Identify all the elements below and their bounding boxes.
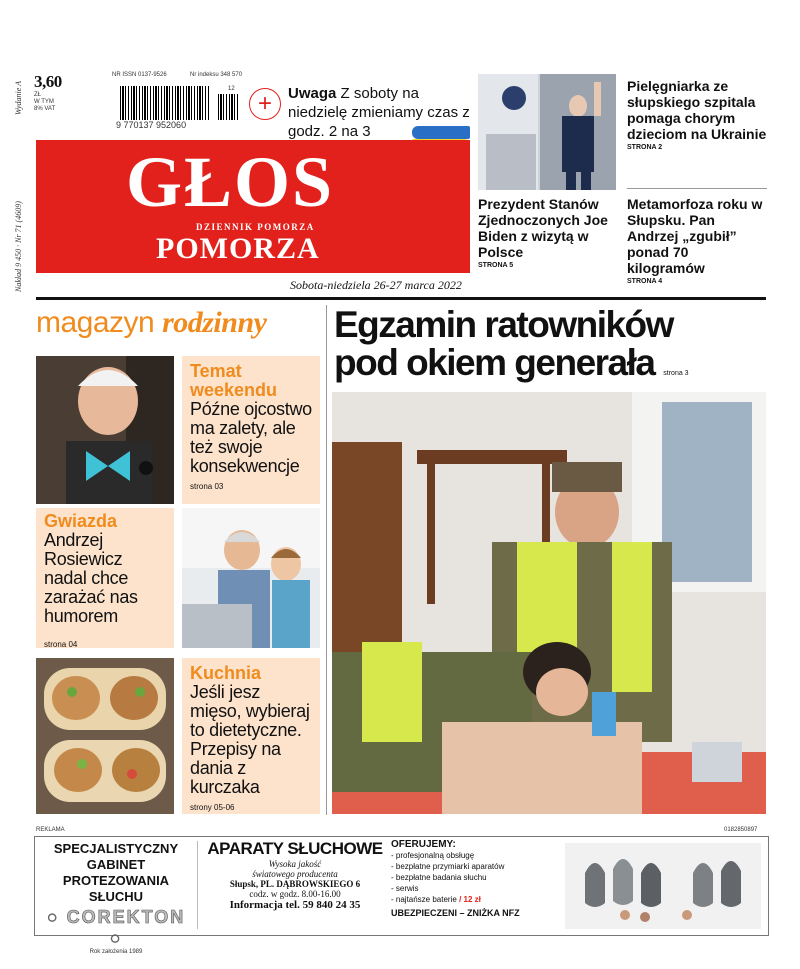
index-label: Nr indeksu 348 570 — [190, 72, 243, 78]
teaser-kicker: Kuchnia — [190, 663, 262, 683]
ad-founded: Rok założenia 1989 — [89, 949, 143, 955]
price-value: 3,60 — [34, 72, 62, 91]
main-photo-art — [332, 392, 766, 814]
price-vat-rate: 8% VAT — [34, 106, 56, 112]
hearing-aids-image — [565, 843, 761, 929]
teaser-kitchen[interactable] — [182, 658, 320, 814]
ad-frame — [34, 836, 769, 955]
ad-offer-item: - najtańsze baterie / 12 zł — [391, 895, 481, 904]
issn-label: NR ISSN 0137-9526 — [112, 72, 167, 78]
barcode-number: 9 770137 952060 — [116, 120, 187, 130]
teaser-weekend[interactable] — [182, 356, 320, 504]
top-story-page: STRONA 4 — [627, 278, 663, 285]
ad-offer[interactable] — [391, 839, 571, 919]
masthead — [36, 140, 470, 273]
teaser-page: strona 03 — [190, 482, 224, 491]
rosiewicz-photo[interactable] — [36, 356, 174, 504]
magazine-title-a: magazyn — [36, 306, 155, 339]
ad-brand: ○ COREKTON ○ — [46, 907, 186, 948]
teaser-text: Późne ojcostwo ma zalety, ale też swoje konsekwencje — [190, 399, 312, 476]
ad-address: Słupsk, PL. DĄBROWSKIEGO 6 — [229, 879, 361, 889]
teaser-page: strony 05-06 — [190, 803, 235, 812]
main-photo[interactable] — [332, 392, 766, 814]
ad-phone: Informacja tel. 59 840 24 35 — [229, 899, 361, 911]
ad-clinic-name: SPECJALISTYCZNY GABINET PROTEZOWANIA SŁUCHU — [53, 841, 179, 904]
circulation-label: Nakład 9 450 · Nr 71 (4609) — [14, 201, 23, 292]
ad-hearing[interactable] — [203, 839, 387, 911]
masthead-title-second: POMORZA — [156, 232, 320, 265]
ad-battery-price: / 12 zł — [459, 895, 481, 904]
ad-hours: codz. w godz. 8.00-16.00 — [249, 889, 341, 899]
section-rule — [36, 297, 766, 300]
rosiewicz-photo-art — [36, 356, 174, 504]
plus-icon: + — [257, 90, 272, 117]
masthead-title: GŁOS — [126, 142, 335, 222]
price-currency: ZŁ — [34, 92, 42, 98]
top-story-metamorphosis[interactable] — [627, 196, 767, 285]
top-story-headline: Prezydent Stanów Zjednoczonych Joe Biden z wizytą w Polsce — [478, 196, 608, 260]
main-headline-line1: Egzamin ratowników — [334, 304, 673, 345]
teaser-text: Andrzej Rosiewicz nadal chce zarażać nas humorem — [44, 530, 138, 626]
magazine-title — [36, 306, 266, 340]
issue-number: 12 — [228, 86, 235, 92]
price-box — [34, 72, 106, 113]
price-vat: W TYM — [34, 99, 54, 105]
edition-label: Wydanie A — [14, 81, 23, 115]
top-story-biden[interactable] — [478, 196, 613, 269]
hearing-aid-icon — [565, 843, 761, 929]
teaser-kicker: Temat weekendu — [190, 361, 278, 400]
masthead-subtitle: DZIENNIK POMORZA — [196, 222, 315, 232]
issue-date: Sobota-niedziela 26-27 marca 2022 — [290, 278, 462, 292]
main-story-page: strona 3 — [663, 370, 689, 377]
notice-icon — [249, 88, 281, 120]
top-story-headline: Pielęgniarka ze słupskiego szpitala pomaga chorym dzieciom na Ukrainie — [627, 78, 767, 142]
wraps-photo[interactable] — [36, 658, 174, 814]
barcode — [120, 86, 210, 120]
biden-photo-art — [478, 74, 616, 190]
ad-title: APARATY SŁUCHOWE — [207, 839, 383, 858]
ad-offer-item: - profesjonalną obsługę — [391, 851, 475, 860]
father-son-photo-art — [182, 508, 320, 648]
biden-photo[interactable] — [478, 74, 616, 190]
ad-offer-title: OFERUJEMY: — [391, 839, 456, 850]
notice-body: Z soboty na niedzielę zmieniamy czas z godz. 2 na 3 — [288, 85, 470, 140]
top-story-nurse[interactable] — [627, 78, 767, 151]
ad-clinic[interactable] — [41, 841, 191, 956]
ad-subtitle1: Wysoka jakość — [268, 859, 322, 869]
teaser-page: strona 04 — [44, 640, 78, 649]
main-headline-line2: pod okiem generała strona 3 — [334, 342, 689, 383]
ad-code: 0182850897 — [724, 827, 758, 833]
top-stories-divider — [627, 188, 767, 189]
top-story-page: STRONA 2 — [627, 144, 663, 151]
teaser-text: Jeśli jesz mięso, wybieraj to dietetyczne. Przepisy na dania z kurczaka — [190, 682, 310, 797]
notice-label: Uwaga — [288, 85, 337, 102]
wraps-photo-art — [36, 658, 174, 814]
teaser-star[interactable] — [36, 508, 174, 648]
column-divider — [326, 305, 327, 815]
ad-offer-item: - serwis — [391, 884, 419, 893]
teaser-kicker: Gwiazda — [44, 511, 118, 531]
magazine-title-b: rodzinny — [162, 306, 267, 339]
top-story-page: STRONA 5 — [478, 262, 514, 269]
main-headline[interactable] — [334, 306, 764, 393]
ad-offer-item: - bezpłatne badania słuchu — [391, 873, 487, 882]
ad-divider — [197, 841, 198, 929]
top-story-headline: Metamorfoza roku w Słupsku. Pan Andrzej „zgubił” ponad 70 kilogramów — [627, 196, 763, 276]
ad-subtitle2: światowego producenta — [252, 869, 338, 879]
ad-offer-item: - bezpłatne przymiarki aparatów — [391, 862, 505, 871]
ad-insurance: UBEZPIECZENI – ZNIŻKA NFZ — [391, 908, 520, 918]
father-son-photo[interactable] — [182, 508, 320, 648]
ad-label: REKLAMA — [36, 827, 65, 833]
barcode-addon — [218, 94, 240, 120]
